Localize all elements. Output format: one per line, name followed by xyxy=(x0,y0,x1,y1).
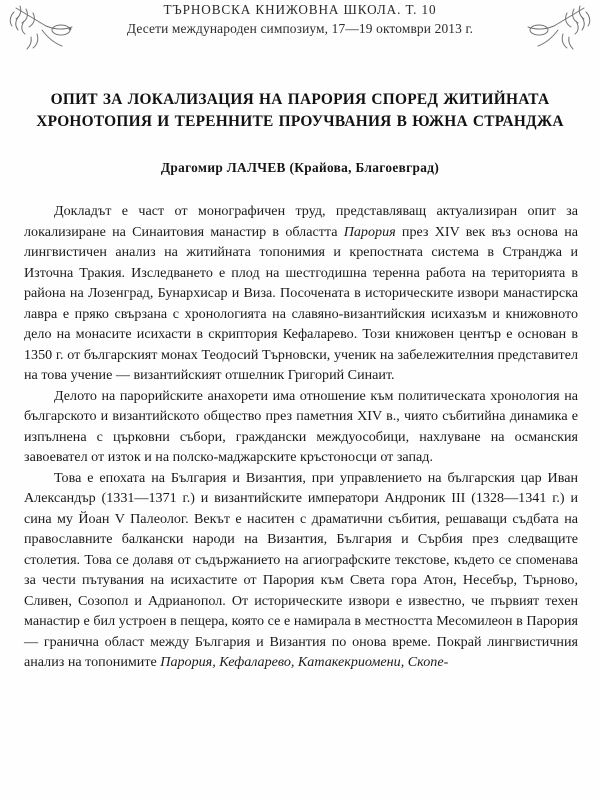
body-paragraph xyxy=(24,201,578,386)
text-run: Делото на парорийските анахорети има отношение към политическата хронология на българското и византийското общество през паметния XIV в., чиято събитийна динамика е изпълнена с църковни събори, граждански междуособици, нахлуване на османския завоевател от изток и на полско-маджарските кръстоносци от запад. xyxy=(24,387,578,466)
article-body xyxy=(0,201,600,673)
text-run: през XIV век въз основа на лингвистичен анализ на житийната топонимия и крепостната система в Странджа и Източна Тракия. Изследването е плод на шестгодишна теренна работа на територията в района на Лозенград, Бунархисар и Виза. Посочената в историческите извори манастирска лавра е пряко свързана с хронологията на славяно-византийския исихазъм и книжовното дело на монасите исихасти в скриптория Кефаларево. Този книжовен център е основан в 1350 г. от българският монах Теодосий Търновски, ученик на забележителния представител на това учение — византийският отшелник Григорий Синаит. xyxy=(24,223,578,384)
floral-branch-ornament-right-icon xyxy=(486,4,594,50)
author-byline: Драгомир ЛАЛЧЕВ (Крайова, Благоевград) xyxy=(160,160,440,176)
running-head-title: ТЪРНОВСКА КНИЖОВНА ШКОЛА. Т. 10 xyxy=(163,2,437,17)
title-block xyxy=(0,89,600,133)
italic-term: Парория xyxy=(343,223,396,240)
running-head-subtitle: Десети международен симпозиум, 17—19 октомври 2013 г. xyxy=(126,20,474,36)
text-run: Докладът е част от монографичен труд, представляващ актуализиран опит за локализиране на Синаитовия манастир в областта xyxy=(24,203,578,240)
floral-branch-ornament-left-icon xyxy=(6,4,114,50)
page-title: ОПИТ ЗА ЛОКАЛИЗАЦИЯ НА ПАРОРИЯ СПОРЕД ЖИТИЙНАТА ХРОНОТОПИЯ И ТЕРЕННИТЕ ПРОУЧВАНИЯ В ЮЖНА СТРАНДЖА xyxy=(36,91,564,131)
text-run: Това е епохата на България и Византия, при управлението на българския цар Иван Александър (1331—1371 г.) и византийските императори Андроник III (1328—1341 г.) и сина му Йоан V Палеолог. Векът е наситен с драматични събития, решаващи съдбата на православните балкански народи на Византия, България и Сърбия през следващите столетия. Това се долавя от съдържанието на агиографските текстове, където се споменава за чести пътувания на исихастите от Парория към Света гора Атон, Несебър, Търново, Сливен, Созопол и Адрианопол. От историческите извори е известно, че първият техен манастир е бил устроен в пещера, която се е намирала в местността Месомилеон в Парория — гранична област между България и Византия по онова време. Покрай лингвистичния анализ на топонимите xyxy=(24,469,578,671)
body-paragraph xyxy=(24,468,578,673)
italic-term: Парория, Кефаларево, Катакекриомени, Скопе xyxy=(160,654,444,671)
body-paragraph xyxy=(24,386,578,468)
text-run: - xyxy=(443,654,449,671)
running-head xyxy=(0,0,600,37)
